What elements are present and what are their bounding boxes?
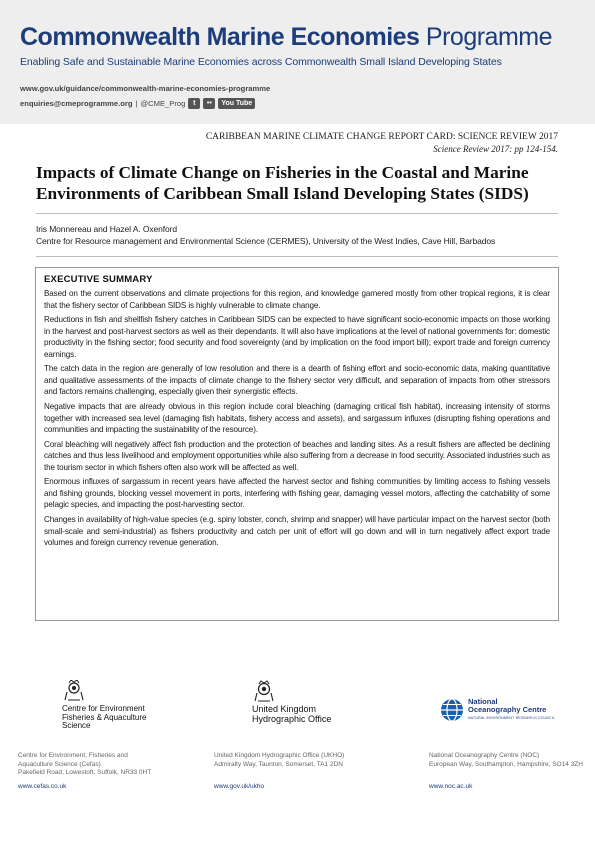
noc-website-link[interactable]: www.noc.ac.uk <box>429 782 473 790</box>
footer-address-line: United Kingdom Hydrographic Office (UKHO) <box>214 752 345 759</box>
ukho-logo <box>252 680 331 724</box>
footer-address-line: Centre for Environment, Fisheries and <box>18 752 128 759</box>
ukho-logo-line: Hydrographic Office <box>252 713 332 724</box>
twitter-icon[interactable]: t <box>188 98 200 109</box>
summary-paragraph: The catch data in the region are generally of low resolution and there is a dearth of fishing effort and socio-economic data, making quantitative and qualitative assessments of the impacts of climate change to the fishery sector very difficult, and separation of impacts from other stressors and factors remains challenging, especially given their synergistic effects. <box>44 364 550 397</box>
footer-address-line: National Oceanography Centre (NOC) <box>429 752 540 759</box>
summary-paragraph: Enormous influxes of sargassum in recent years have affected the harvest sector and fishing communities by limiting access to fishing vessels and fishing grounds, blocking vessel movement in ports, interfering with fishing gear, damaging vessel motors, affecting the catchability of some pelagic species, and impacting the post-harvesting sector. <box>44 477 550 510</box>
paper-title <box>36 162 566 204</box>
noc-logo-line: National <box>468 697 498 706</box>
globe-icon <box>440 698 464 722</box>
twitter-handle-link[interactable]: @CME_Prog <box>140 98 186 108</box>
cefas-logo-line: Science <box>62 721 91 730</box>
footer-address-line: Aquaculture Science (Cefas) <box>18 760 101 768</box>
ukho-website-link[interactable]: www.gov.uk/ukho <box>214 782 265 790</box>
separator: | <box>135 98 138 108</box>
royal-crest-icon <box>64 680 84 702</box>
noc-logo-subtitle: NATURAL ENVIRONMENT RESEARCH COUNCIL <box>468 716 556 720</box>
cefas-website-link[interactable]: www.cefas.co.uk <box>18 782 67 790</box>
flickr-icon[interactable]: •• <box>203 98 215 109</box>
cefas-logo-line: Fisheries & Aquaculture <box>62 712 147 722</box>
programme-tagline: Enabling Safe and Sustainable Marine Economies across Commonwealth Small Island Developing States <box>20 56 502 68</box>
summary-paragraph: Coral bleaching will negatively affect fish production and the protection of beaches and landing sites. As a result fishers are affected be declining catches and thus less livelihood and employment opportunities while also suffering from a decrease in food security. Associated industries such as the tourism sector in which fishers often also work will be affected as well. <box>44 439 550 472</box>
contact-row <box>20 97 255 109</box>
noc-logo <box>440 698 555 722</box>
programme-banner <box>0 0 595 124</box>
programme-title <box>20 22 552 52</box>
author-block <box>36 224 495 247</box>
series-pages: Science Review 2017: pp 124-154. <box>433 144 558 154</box>
summary-paragraph: Reductions in fish and shellfish fishery catches in Caribbean SIDS can be expected to have significant socio-economic impacts on those working in the harvest and post-harvest sectors as well as their dependants. It will also have implications at the level of national governments for: domestic productivity in the fishing sector; food security and food sovereignty (and by implication on the food import bill); export trade and foreign currency earnings. <box>44 315 550 359</box>
footer-noc <box>429 752 595 791</box>
ukho-logo-line: United Kingdom <box>252 704 317 714</box>
series-title: CARIBBEAN MARINE CLIMATE CHANGE REPORT CARD: SCIENCE REVIEW 2017 <box>205 132 558 142</box>
cefas-logo-line: Centre for Environment <box>62 704 145 713</box>
email-link[interactable]: enquiries@cmeprogramme.org <box>20 98 133 108</box>
noc-logo-line: Oceanography Centre <box>468 705 547 714</box>
royal-crest-icon <box>254 680 274 702</box>
executive-summary-box <box>35 267 559 621</box>
footer-address-line: Admiralty Way, Taunton, Somerset, TA1 2DN <box>214 760 343 768</box>
affiliation: Centre for Resource management and Environmental Science (CERMES), University of the West Indies, Cave Hill, Barbados <box>36 235 496 246</box>
programme-url-link[interactable]: www.gov.uk/guidance/commonwealth-marine-economies-programme <box>20 84 271 93</box>
cefas-logo <box>62 680 147 731</box>
title-divider <box>36 213 558 214</box>
paper-title-line: Environments of Caribbean Small Island Developing States (SIDS) <box>36 184 529 203</box>
author-divider <box>36 256 558 257</box>
summary-paragraph: Based on the current observations and climate projections for this region, and knowledge garnered mostly from other tropical regions, it is clear that the fishery sector of Caribbean SIDS is highly vulnerable to climate change. <box>44 289 550 310</box>
summary-paragraph: Negative impacts that are already obvious in this region include coral bleaching (damaging critical fish habitat), increasing intensity of storms together with increased sea level (damaging fish habitats, fishery access and assets), and sargassum influxes (disrupting fishing operations and communities and impacting the sustainability of the resource). <box>44 402 550 435</box>
footer-address-line: Pakefield Road, Lowestoft, Suffolk, NR33 0HT <box>18 769 152 776</box>
authors: Iris Monnereau and Hazel A. Oxenford <box>36 224 177 234</box>
programme-title-light: Programme <box>425 23 553 51</box>
footer-cefas <box>18 752 198 791</box>
paper-title-line: Impacts of Climate Change on Fisheries in the Coastal and Marine <box>36 163 529 182</box>
youtube-icon[interactable]: You Tube <box>218 98 255 109</box>
programme-title-bold: Commonwealth Marine Economies <box>20 23 420 51</box>
partner-logos <box>0 680 595 740</box>
summary-heading: EXECUTIVE SUMMARY <box>44 274 153 285</box>
footer-address-line: European Way, Southampton, Hampshire, SO14 3ZH <box>429 760 583 768</box>
footer-ukho <box>214 752 414 791</box>
summary-paragraph: Changes in availability of high-value species (e.g. spiny lobster, conch, shrimp and snapper) will have particular impact on the harvest sector (both small-scale and semi-industrial) as fishers productivity and catch per unit of effort will go down and will in turn negatively affect export trade volumes and foreign currency revenue generation. <box>44 515 550 548</box>
